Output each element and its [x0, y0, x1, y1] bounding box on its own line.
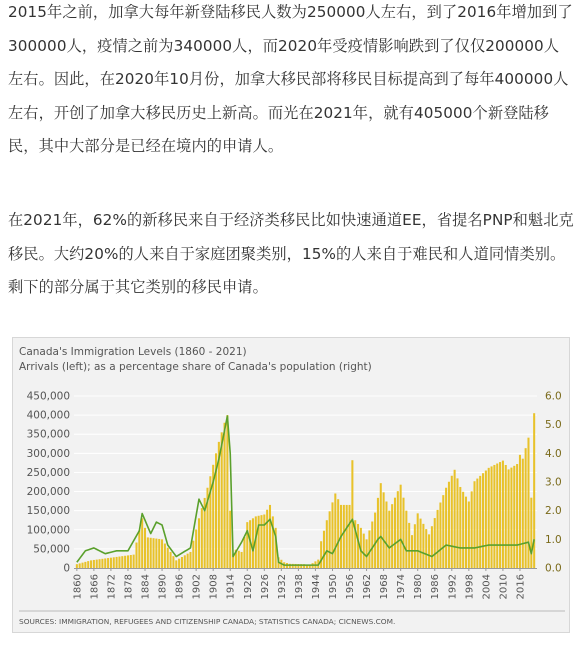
y-left-tick-label: 100,000 [26, 524, 70, 537]
y-left-tick-label: 50,000 [33, 543, 70, 556]
bar-arrivals [184, 555, 186, 568]
bar-arrivals [147, 537, 149, 568]
bar-arrivals [346, 505, 348, 568]
bar-arrivals [516, 464, 518, 568]
bar-arrivals [414, 524, 416, 568]
x-tick-label: 2004 [481, 574, 493, 600]
bar-arrivals [121, 556, 123, 568]
x-tick-label: 2010 [498, 574, 510, 600]
x-tick-label: 1974 [396, 574, 408, 600]
bar-arrivals [488, 468, 490, 568]
bar-arrivals [385, 501, 387, 568]
bar-arrivals [326, 520, 328, 568]
bar-arrivals [221, 432, 223, 568]
y-left-tick-label: 200,000 [26, 486, 70, 499]
x-tick-label: 1878 [123, 574, 135, 600]
bar-arrivals [505, 465, 507, 568]
bar-arrivals [87, 561, 89, 568]
bar-arrivals [84, 562, 86, 568]
bar-arrivals [144, 528, 146, 568]
bar-arrivals [417, 513, 419, 568]
bar-arrivals [527, 438, 529, 568]
bar-arrivals [164, 544, 166, 568]
bar-arrivals [485, 471, 487, 568]
bar-arrivals [405, 511, 407, 568]
bar-arrivals [448, 482, 450, 568]
bar-arrivals [374, 513, 376, 568]
bar-arrivals [437, 510, 439, 568]
immigration-chart [12, 337, 570, 633]
bar-arrivals [431, 526, 433, 568]
bar-arrivals [351, 460, 353, 568]
bar-arrivals [195, 530, 197, 568]
bar-arrivals [408, 523, 410, 568]
x-tick-label: 1932 [276, 574, 288, 600]
x-tick-label: 1884 [140, 574, 152, 600]
bar-arrivals [127, 555, 129, 568]
x-tick-label: 2016 [515, 574, 527, 600]
x-tick-label: 1902 [191, 574, 203, 600]
bar-arrivals [331, 502, 333, 568]
bar-arrivals [479, 476, 481, 568]
x-tick-label: 1956 [345, 574, 357, 600]
y-left-tick-label: 450,000 [26, 390, 70, 403]
bar-arrivals [334, 493, 336, 568]
bar-arrivals [343, 505, 345, 568]
bar-arrivals [400, 485, 402, 568]
bar-arrivals [459, 487, 461, 568]
bar-arrivals [201, 508, 203, 568]
bar-arrivals [96, 560, 98, 568]
bar-arrivals [158, 539, 160, 568]
bar-arrivals [329, 511, 331, 568]
bar-arrivals [178, 559, 180, 568]
bar-arrivals [363, 534, 365, 568]
bar-arrivals [473, 481, 475, 568]
bar-arrivals [394, 498, 396, 568]
bar-arrivals [269, 505, 271, 568]
bar-arrivals [428, 534, 430, 568]
y-left-tick-label: 250,000 [26, 466, 70, 479]
bar-arrivals [175, 560, 177, 568]
bar-arrivals [118, 557, 120, 568]
y-right-tick-label: 4.0 [545, 447, 562, 460]
bar-arrivals [476, 479, 478, 568]
bar-arrivals [266, 510, 268, 568]
bar-arrivals [252, 518, 254, 568]
bar-arrivals [491, 466, 493, 568]
chart-subtitle: Arrivals (left); as a percentage share of Canada's population (right) [19, 361, 372, 373]
bar-arrivals [451, 476, 453, 568]
bar-arrivals [113, 557, 115, 568]
bar-arrivals [323, 531, 325, 568]
x-tick-label: 1950 [327, 574, 339, 600]
bar-arrivals [383, 492, 385, 568]
bar-arrivals [138, 530, 140, 568]
x-tick-label: 1992 [447, 574, 459, 600]
x-tick-label: 1944 [310, 574, 322, 600]
bar-arrivals [456, 478, 458, 568]
bar-arrivals [465, 497, 467, 568]
x-tick-label: 1986 [430, 574, 442, 600]
bar-arrivals [124, 556, 126, 568]
bar-arrivals [110, 558, 112, 568]
bar-arrivals [82, 563, 84, 568]
chart-axes [27, 391, 562, 600]
y-right-tick-label: 5.0 [545, 419, 562, 432]
bar-arrivals [442, 495, 444, 568]
chart-gridlines [74, 396, 537, 568]
bar-arrivals [167, 548, 169, 568]
bar-arrivals [471, 491, 473, 568]
arrivals-bars [76, 413, 535, 568]
y-right-tick-label: 2.0 [545, 505, 562, 518]
bar-arrivals [141, 518, 143, 568]
bar-arrivals [402, 498, 404, 568]
y-left-tick-label: 0 [63, 562, 70, 575]
bar-arrivals [153, 538, 155, 568]
bar-arrivals [445, 488, 447, 568]
x-tick-label: 1890 [157, 574, 169, 600]
bar-arrivals [76, 564, 78, 568]
bar-arrivals [425, 529, 427, 568]
bar-arrivals [241, 552, 243, 568]
bar-arrivals [198, 518, 200, 568]
bar-arrivals [510, 468, 512, 568]
bar-arrivals [482, 473, 484, 568]
bar-arrivals [434, 518, 436, 568]
bar-arrivals [107, 558, 109, 568]
y-left-tick-label: 400,000 [26, 409, 70, 422]
x-tick-label: 1866 [89, 574, 101, 600]
y-left-tick-label: 300,000 [26, 447, 70, 460]
bar-arrivals [155, 539, 157, 568]
x-tick-label: 1998 [464, 574, 476, 600]
bar-arrivals [189, 552, 191, 568]
bar-arrivals [243, 537, 245, 568]
bar-arrivals [493, 465, 495, 568]
x-tick-label: 1908 [208, 574, 220, 600]
bar-arrivals [530, 498, 532, 568]
x-tick-label: 1920 [242, 574, 254, 600]
x-tick-label: 1926 [259, 574, 271, 600]
bar-arrivals [522, 459, 524, 568]
bar-arrivals [439, 503, 441, 568]
bar-arrivals [391, 504, 393, 568]
bar-arrivals [130, 555, 132, 568]
x-tick-label: 1980 [413, 574, 425, 600]
bar-arrivals [422, 524, 424, 568]
bar-arrivals [99, 559, 101, 568]
x-tick-label: 1896 [174, 574, 186, 600]
bar-arrivals [133, 555, 135, 568]
bar-arrivals [525, 448, 527, 568]
paragraph-2021-breakdown: 在2021年，62%的新移民来自于经济类移民比如快速通道EE，省提名PNP和魁北克移民。大约20%的人来自于家庭团聚类别，15%的人来自于难民和人道同情类别。剩下的部分属于其它类别的移民申请。 [8, 211, 574, 296]
bar-arrivals [260, 515, 262, 568]
bar-arrivals [462, 492, 464, 568]
bar-arrivals [229, 511, 231, 568]
y-right-tick-label: 1.0 [545, 533, 562, 546]
paragraph-immigration-history: 2015年之前，加拿大每年新登陆移民人数为250000人左右，到了2016年增加到了300000人，疫情之前为340000人，而2020年受疫情影响跌到了仅仅200000人左右。因此，在2020年10月份，加拿大移民部将移民目标提高到了每年400000人左右，开创了加拿大移民历史上新高。而光在2021年，就有405000个新登陆移民，其中大部分是已经在境内的申请人。 [8, 3, 573, 155]
y-right-tick-label: 6.0 [545, 390, 562, 403]
bar-arrivals [187, 554, 189, 568]
bar-arrivals [513, 466, 515, 568]
bar-arrivals [170, 552, 172, 568]
bar-arrivals [377, 498, 379, 568]
bar-arrivals [468, 501, 470, 568]
bar-arrivals [101, 559, 103, 568]
bar-arrivals [349, 505, 351, 568]
y-right-tick-label: 3.0 [545, 476, 562, 489]
bar-arrivals [226, 415, 228, 568]
bar-arrivals [496, 464, 498, 569]
bar-arrivals [104, 558, 106, 568]
bar-arrivals [172, 556, 174, 568]
bar-arrivals [380, 483, 382, 568]
bar-arrivals [150, 538, 152, 568]
bar-arrivals [366, 539, 368, 568]
bar-arrivals [90, 560, 92, 568]
bar-arrivals [519, 455, 521, 568]
bar-arrivals [258, 516, 260, 568]
bar-arrivals [508, 469, 510, 568]
bar-arrivals [93, 560, 95, 568]
y-left-tick-label: 350,000 [26, 428, 70, 441]
bar-arrivals [499, 462, 501, 568]
bar-arrivals [181, 557, 183, 568]
bar-arrivals [388, 511, 390, 568]
bar-arrivals [263, 514, 265, 568]
bar-arrivals [337, 499, 339, 568]
bar-arrivals [246, 522, 248, 568]
bar-arrivals [368, 530, 370, 568]
x-tick-label: 1968 [379, 574, 391, 600]
bar-arrivals [79, 563, 81, 568]
bar-arrivals [371, 522, 373, 569]
bar-arrivals [116, 557, 118, 568]
x-tick-label: 1938 [293, 574, 305, 600]
chart-source: SOURCES: IMMIGRATION, REFUGEES AND CITIZENSHIP CANADA; STATISTICS CANADA; CICNEWS.COM. [19, 617, 396, 626]
bar-arrivals [135, 543, 137, 568]
immigration-chart-svg [13, 338, 571, 634]
x-tick-label: 1860 [72, 574, 84, 600]
chart-title: Canada's Immigration Levels (1860 - 2021) [19, 346, 247, 358]
y-right-tick-label: 0.0 [545, 562, 562, 575]
x-tick-label: 1962 [362, 574, 374, 600]
bar-arrivals [454, 470, 456, 568]
bar-arrivals [192, 541, 194, 568]
bar-arrivals [238, 551, 240, 568]
bar-arrivals [161, 539, 163, 568]
x-tick-label: 1872 [106, 574, 118, 600]
bar-arrivals [224, 423, 226, 568]
bar-arrivals [502, 461, 504, 568]
bar-arrivals [320, 541, 322, 568]
y-left-tick-label: 150,000 [26, 505, 70, 518]
bar-arrivals [397, 491, 399, 568]
bar-arrivals [420, 519, 422, 568]
x-tick-label: 1914 [225, 574, 237, 600]
